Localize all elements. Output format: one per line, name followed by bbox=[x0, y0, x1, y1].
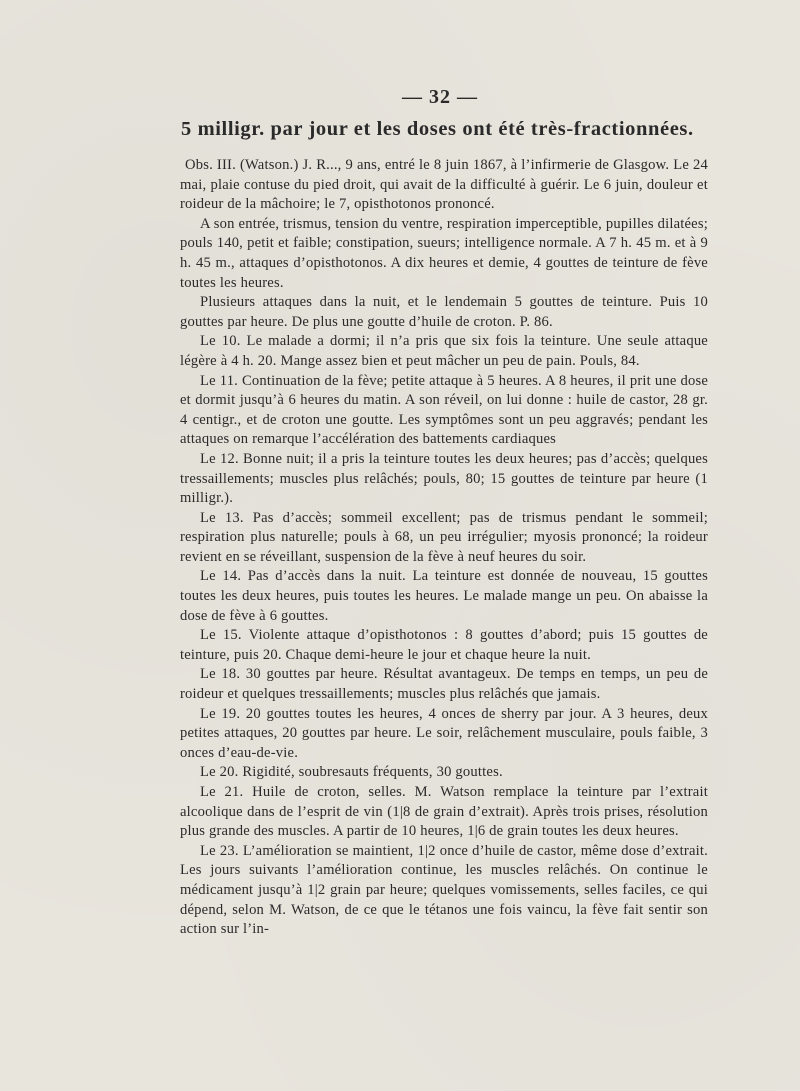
day-20-paragraph: Le 20. Rigidité, soubresauts fréquents, 30 gouttes. bbox=[200, 764, 503, 781]
day-10-paragraph: Le 10. Le malade a dormi; il n’a pris que six fois la teinture. Une seule attaque légère à 4 h. 20. Mange assez bien et peut mâcher un peu de pain. Pouls, 84. bbox=[180, 333, 708, 369]
day-21-paragraph: Le 21. Huile de croton, selles. M. Watson remplace la teinture par l’extrait alcoolique dans de l’esprit de vin (1|8 de grain d’extrait). Après trois prises, résolution plus grande des muscles. A partir de 10 heures, 1|6 de grain toutes les deux heures. bbox=[180, 784, 708, 840]
day-18-paragraph: Le 18. 30 gouttes par heure. Résultat avantageux. De temps en temps, un peu de roideur et quelques tressaillements; muscles plus relâchés que jamais. bbox=[180, 666, 708, 703]
observation-body bbox=[180, 156, 708, 940]
day-11-paragraph: Le 11. Continuation de la fève; petite attaque à 5 heures. A 8 heures, il prit une dose et dormit jusqu’à 6 heures du matin. A son réveil, on lui donne : huile de castor, 28 gr. 4 centigr., et de croton une goutte. Les symptômes sont un peu aggravés; pendant les attaques on remarque l’accélération des battements cardiaques bbox=[180, 372, 708, 448]
continuation-line: 5 milligr. par jour et les doses ont été très-fractionnées. bbox=[181, 118, 694, 140]
day-23-paragraph: Le 23. L’amélioration se maintient, 1|2 once d’huile de castor, même dose d’extrait. Les jours suivants l’amélioration continue, les muscles relâchés. On continue le médicament jusqu’à 1|2 grain par heure; quelques vomissements, selles faciles, ce qui dépend, selon M. Watson, de ce que le tétanos une fois vaincu, la fève fait sentir son action sur l’in- bbox=[180, 842, 708, 938]
admission-paragraph: A son entrée, trismus, tension du ventre, respiration imperceptible, pupilles dilatées; pouls 140, petit et faible; constipation, sueurs; intelligence normale. A 7 h. 45 m. et à 9 h. 45 m., attaques d’opisthotonos. A dix heures et demie, 4 gouttes de teinture de fève toutes les heures. bbox=[180, 215, 708, 291]
day-14-paragraph: Le 14. Pas d’accès dans la nuit. La teinture est donnée de nouveau, 15 gouttes toutes les deux heures, puis toutes les heures. Le malade mange un peu. On abaisse la dose de fève à 6 gouttes. bbox=[180, 568, 708, 624]
day-13-paragraph: Le 13. Pas d’accès; sommeil excellent; pas de trismus pendant le sommeil; respiration plus naturelle; pouls à 68, un peu irrégulier; myosis prononcé; la roideur revient en se réveillant, suspension de la fève à neuf heures du soir. bbox=[180, 509, 708, 565]
night-attacks-paragraph: Plusieurs attaques dans la nuit, et le lendemain 5 gouttes de teinture. Puis 10 gouttes par heure. De plus une goutte d’huile de croton. P. 86. bbox=[180, 294, 708, 330]
day-19-paragraph: Le 19. 20 gouttes toutes les heures, 4 onces de sherry par jour. A 3 heures, deux petites attaques, 20 gouttes par heure. Le soir, relâchement musculaire, pouls faible, 3 onces d’eau-de-vie. bbox=[180, 705, 708, 761]
observation-heading-paragraph: Obs. III. (Watson.) J. R..., 9 ans, entré le 8 juin 1867, à l’infirmerie de Glasgow. Le 24 mai, plaie contuse du pied droit, qui avait de la difficulté à guérir. Le 6 juin, douleur et roideur de la mâchoire; le 7, opisthotonos prononcé. bbox=[180, 157, 708, 213]
day-15-paragraph: Le 15. Violente attaque d’opisthotonos : 8 gouttes d’abord; puis 15 gouttes de teinture, puis 20. Chaque demi-heure le jour et chaque heure la nuit. bbox=[180, 627, 708, 663]
day-12-paragraph: Le 12. Bonne nuit; il a pris la teinture toutes les deux heures; pas d’accès; quelques tressaillements; muscles plus relâchés; pouls, 80; 15 gouttes de teinture par heure (1 milligr.). bbox=[180, 450, 708, 507]
page-number: — 32 — bbox=[402, 86, 478, 108]
